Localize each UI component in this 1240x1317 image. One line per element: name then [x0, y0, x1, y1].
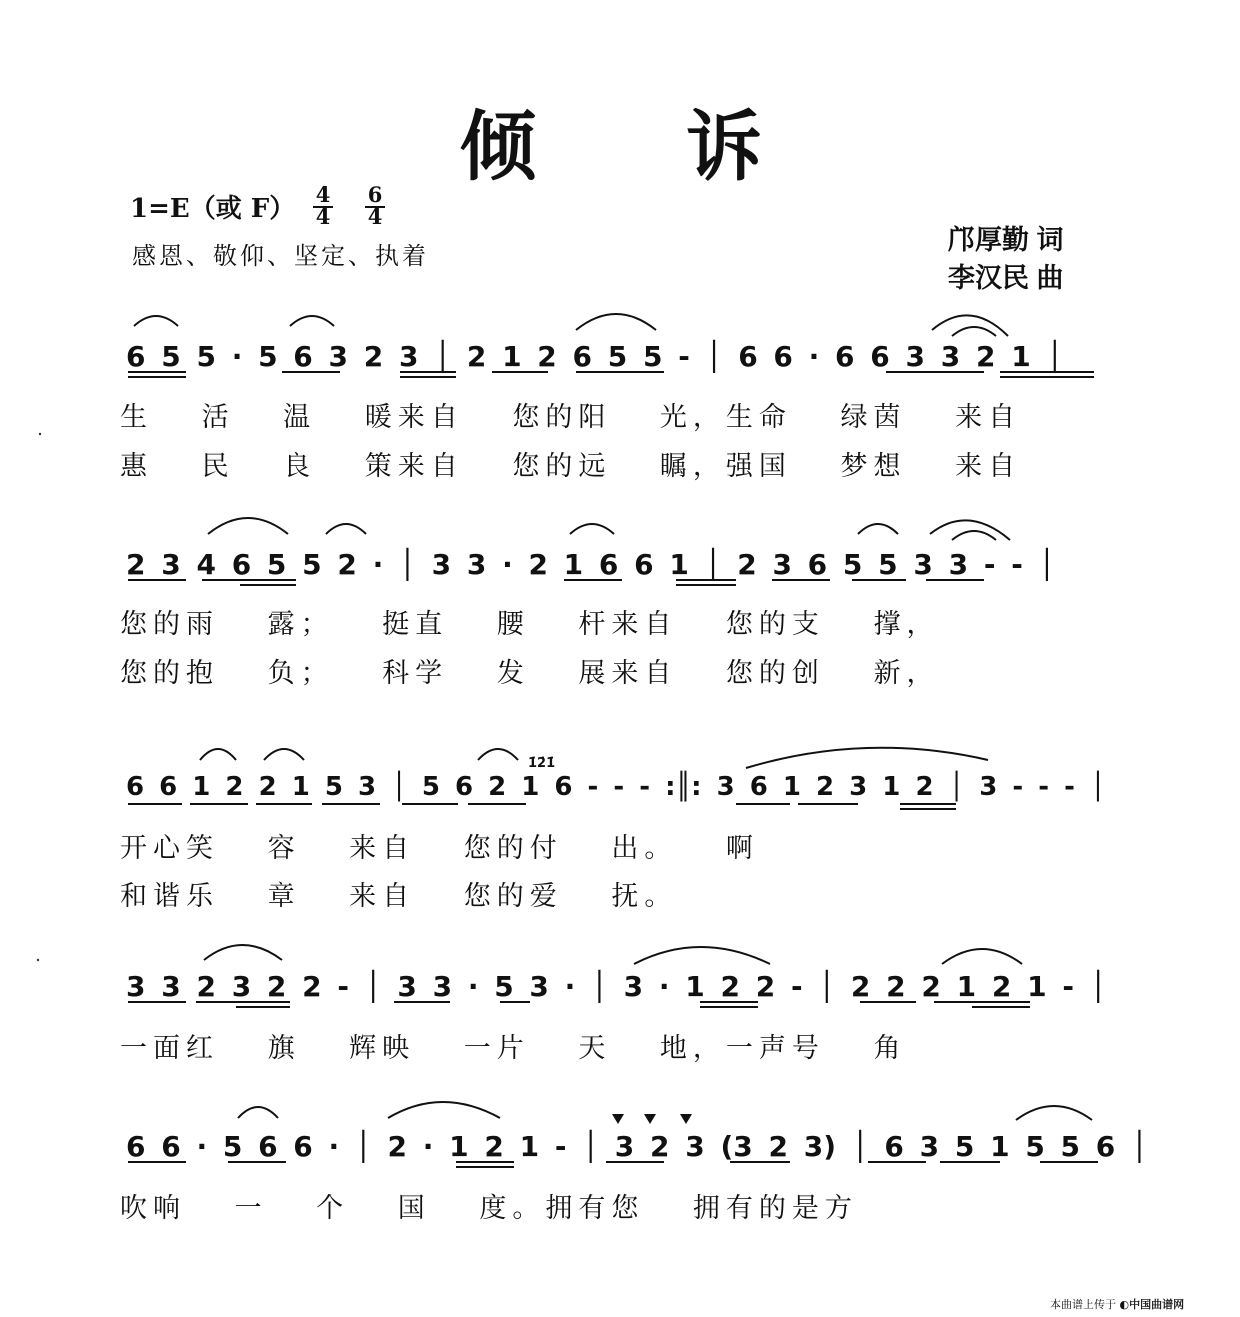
system-1-lyrics-verse-2: 惠 民 良 策来自 您的远 瞩，强国 梦想 来自: [120, 451, 1022, 482]
system-3-lyrics-verse-2: 和谐乐 章 来自 您的爱 抚。: [120, 881, 678, 912]
time-sig-2-bottom: 4: [367, 204, 383, 229]
time-sig-2-top: 6: [367, 182, 383, 207]
footer-prefix: 本曲谱上传于: [1050, 1298, 1116, 1311]
footer-site: 中国曲谱网: [1129, 1298, 1185, 1311]
composer-credit: 李汉民 曲: [948, 263, 1064, 293]
key-signature: 1=E（或 F）: [130, 194, 296, 224]
grace-notes: 1̇2̇1̇: [528, 756, 556, 771]
system-4-notes: 3 3 2 3 2 2 - │ 3 3 · 5 3 · │ 3 · 1 2 2 - │ 2 2 2 1 2 1 - │: [126, 970, 1107, 1003]
system-2-lyrics-verse-1: 您的雨 露； 挺直 腰 杆来自 您的支 撑，: [120, 609, 940, 640]
system-3-notes: 6 6 1 2 2 1 5 3 │ 5 6 2 1 6 - - - :║: 3 6 1 2 3 1 2 │ 3 - - - │: [126, 772, 1106, 802]
system-3-lyrics-verse-1: 开心笑 容 来自 您的付 出。 啊: [120, 833, 759, 864]
time-sig-1-bottom: 4: [315, 204, 331, 229]
lyricist-credit: 邝厚勤 词: [948, 225, 1064, 255]
system-4-lyrics-verse-1: 一面红 旗 辉映 一片 天 地，一声号 角: [120, 1033, 907, 1064]
system-2-notes: 2 3 4 6 5 5 2 · │ 3 3 · 2 1 6 6 1 │ 2 3 6 5 5 3 3 - - │: [126, 548, 1056, 581]
system-2-lyrics-verse-2: 您的抱 负； 科学 发 展来自 您的创 新，: [120, 658, 940, 689]
footer-source: [1050, 1296, 1184, 1312]
time-sig-1-top: 4: [315, 182, 331, 207]
mood-marking: 感恩、敬仰、坚定、执着: [132, 242, 429, 270]
system-5-lyrics-verse-1: 吹响 一 个 国 度。拥有您 拥有的是方: [120, 1193, 858, 1224]
system-5-notes: 6 6 · 5 6 6 · │ 2 · 1 2 1 - │ 3 2 3 (3 2 3) │ 6 3 5 1 5 5 6 │: [126, 1130, 1148, 1163]
song-title-text: 倾诉: [460, 102, 912, 191]
system-1-lyrics-verse-1: 生 活 温 暖来自 您的阳 光，生命 绿茵 来自: [120, 402, 1022, 433]
system-1-notes: 6 5 5 · 5 6 3 2 3 │ 2 1 2 6 5 5 - │ 6 6 · 6 6 3 3 2 1 │: [126, 340, 1064, 373]
site-logo-icon: ◐: [1119, 1298, 1130, 1311]
